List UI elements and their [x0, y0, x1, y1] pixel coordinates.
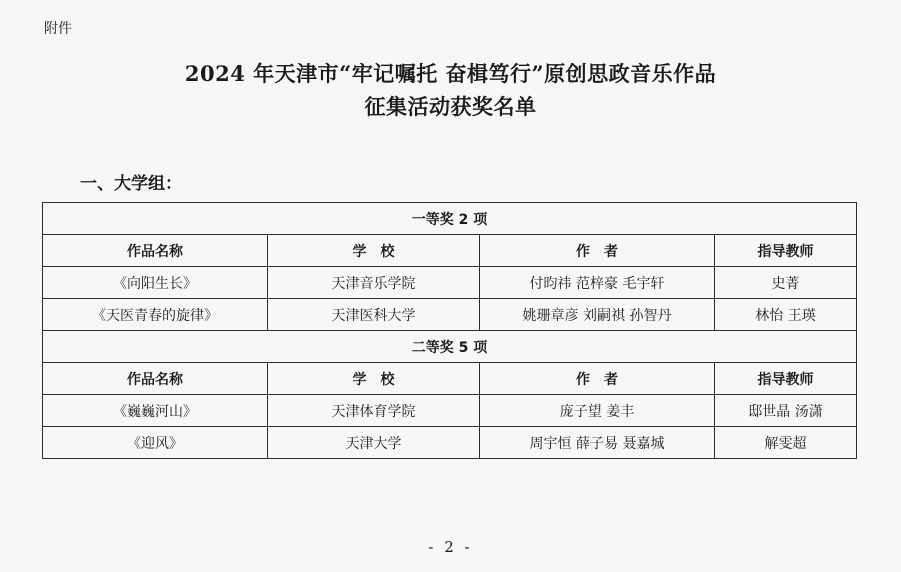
column-header-school: 学 校: [268, 363, 480, 395]
tier-label: 一等奖 2 项: [43, 203, 857, 235]
column-header-row: [43, 235, 857, 267]
school-cell: 天津医科大学: [268, 299, 480, 331]
tier-header-row: [43, 203, 857, 235]
advisor-cell: 史菁: [715, 267, 857, 299]
column-header-advisor: 指导教师: [715, 363, 857, 395]
work-cell: 《向阳生长》: [43, 267, 268, 299]
column-header-work: 作品名称: [43, 363, 268, 395]
column-header-advisor: 指导教师: [715, 235, 857, 267]
authors-cell: 姚珊章彦 刘嗣祺 孙智丹: [480, 299, 715, 331]
document-title-line-2: 征集活动获奖名单: [364, 94, 537, 119]
authors-cell: 庞子望 姜丰: [480, 395, 715, 427]
column-header-authors: 作 者: [480, 363, 715, 395]
work-cell: 《迎风》: [43, 427, 268, 459]
school-cell: 天津大学: [268, 427, 480, 459]
column-header-authors: 作 者: [480, 235, 715, 267]
tier-label: 二等奖 5 项: [43, 331, 857, 363]
table-row: [43, 267, 857, 299]
table-row: [43, 427, 857, 459]
school-cell: 天津体育学院: [268, 395, 480, 427]
tier-header-row: [43, 331, 857, 363]
column-header-work: 作品名称: [43, 235, 268, 267]
advisor-cell: 邸世晶 汤潇: [715, 395, 857, 427]
authors-cell: 周宇恒 薛子易 聂嘉城: [480, 427, 715, 459]
column-header-school: 学 校: [268, 235, 480, 267]
document-title-line-1: 2024 年天津市“牢记嘱托 奋楫笃行”原创思政音乐作品: [184, 61, 717, 86]
work-cell: 《天医青春的旋律》: [43, 299, 268, 331]
section-heading: 一、大学组：: [80, 174, 182, 194]
advisor-cell: 林怡 王瑛: [715, 299, 857, 331]
advisor-cell: 解雯超: [715, 427, 857, 459]
table-row: [43, 395, 857, 427]
table-row: [43, 299, 857, 331]
work-cell: 《巍巍河山》: [43, 395, 268, 427]
page-number: - 2 -: [428, 538, 473, 556]
authors-cell: 付昀祎 范梓豪 毛宇轩: [480, 267, 715, 299]
column-header-row: [43, 363, 857, 395]
school-cell: 天津音乐学院: [268, 267, 480, 299]
awards-table: [42, 202, 857, 459]
attachment-label: 附件: [44, 21, 72, 37]
